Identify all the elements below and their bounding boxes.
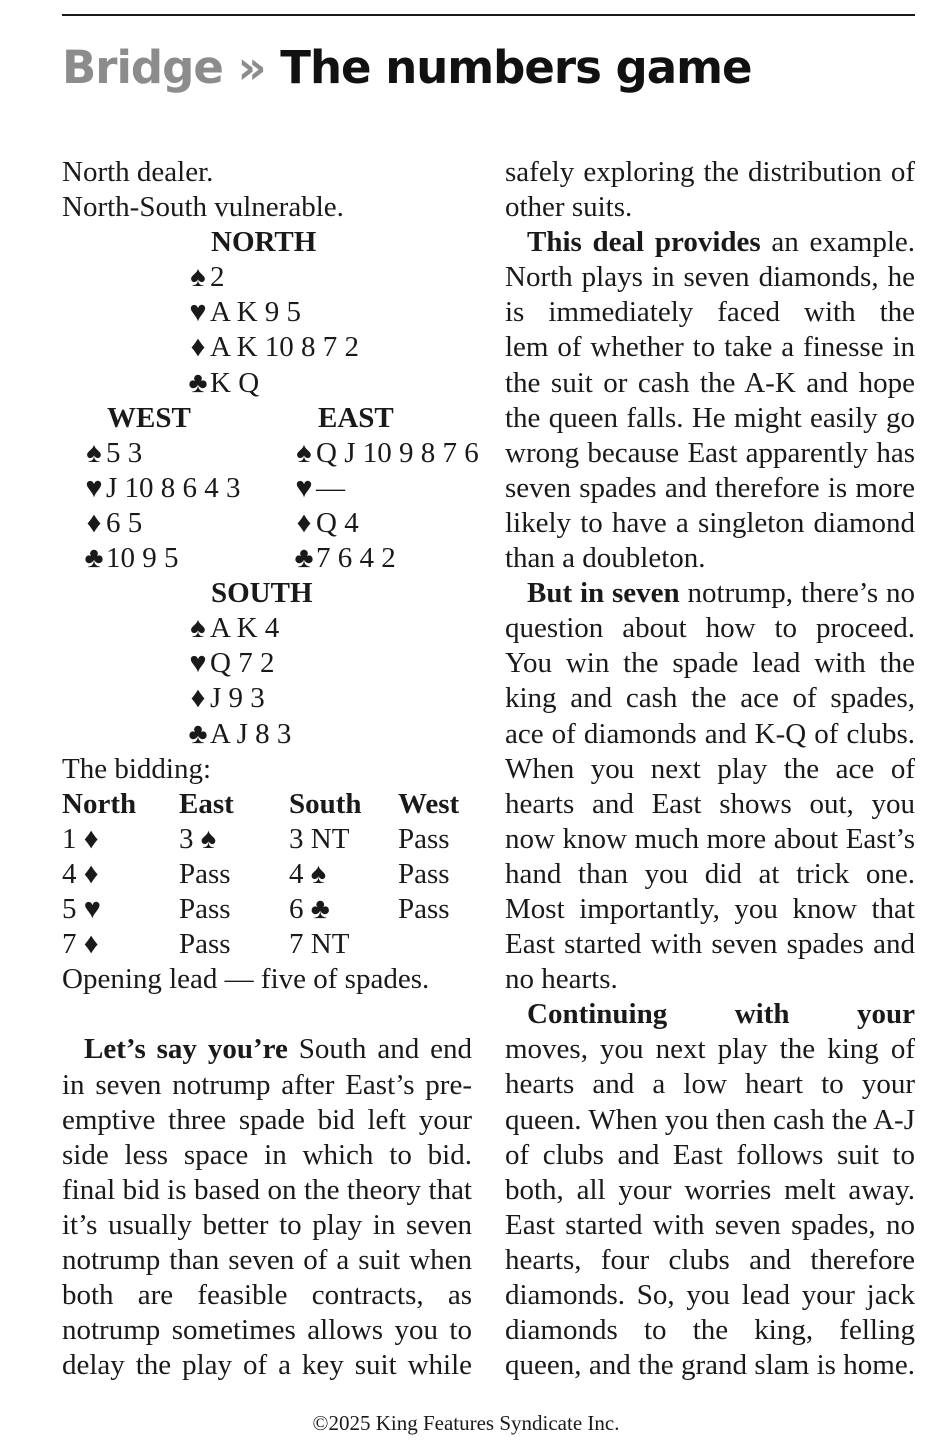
south-cards (186, 611, 291, 751)
bidding-row (62, 822, 472, 857)
bid-cell: Pass (179, 857, 231, 890)
article-line: emptive three spade bid left your (62, 1103, 472, 1136)
east-diamonds: Q 4 (316, 506, 359, 539)
article-line: in seven notrump after East’s pre- (62, 1068, 472, 1101)
top-rule (62, 14, 915, 16)
lead-in-bold: Let’s say you’re (84, 1033, 288, 1066)
east-cards (292, 436, 479, 576)
north-cards (186, 260, 359, 400)
article-line: ace of diamonds and K-Q of clubs. (505, 717, 915, 750)
opening-lead: Opening lead — five of spades. (62, 963, 430, 996)
page-title (62, 36, 752, 100)
article-line: East started with seven spades, no (505, 1208, 915, 1241)
bid-cell: 4 ♦ (62, 857, 99, 890)
west-clubs: 10 9 5 (106, 542, 179, 575)
south-spades: A K 4 (210, 612, 280, 645)
bid-cell: Pass (398, 893, 450, 926)
article-line: Most importantly, you know that (505, 892, 915, 925)
lead-in-rest: notrump, there’s no (679, 577, 915, 610)
article-line: lem of whether to take a finesse in (505, 331, 915, 364)
article-line: king and cash the ace of spades, (505, 682, 915, 715)
bid-cell (398, 927, 468, 962)
west-hearts: J 10 8 6 4 3 (106, 471, 241, 504)
north-hand (211, 225, 316, 260)
article-line: likely to have a singleton diamond (505, 506, 915, 539)
bid-cell: 3 ♠ (179, 822, 217, 855)
bid-cell: Pass (398, 822, 450, 855)
south-clubs: A J 8 3 (210, 717, 292, 750)
west-cards (82, 436, 241, 576)
article-line: delay the play of a key suit while (62, 1349, 472, 1382)
article-line: safely exploring the distribution of (505, 156, 915, 188)
article-line: seven spades and therefore is more (505, 471, 915, 504)
west-spades: 5 3 (106, 436, 143, 469)
article-line: of clubs and East follows suit to (505, 1138, 915, 1171)
article-line: hearts, four clubs and therefore (505, 1243, 915, 1276)
bidding-header: South (289, 787, 362, 820)
article-line (505, 576, 915, 611)
east-label: EAST (318, 401, 394, 434)
lead-in-bold: Continuing with your (527, 998, 915, 1031)
article-line: hearts and East shows out, you (505, 787, 915, 820)
lead-in-rest: an example. (771, 226, 915, 259)
article-line: East started with seven spades and (505, 928, 915, 961)
spade-icon: ♠ (86, 436, 102, 469)
club-icon: ♣ (294, 542, 314, 575)
article-line: You win the spade lead with the (505, 647, 915, 680)
lead-in-bold: But in seven (527, 577, 680, 610)
article-line: queen. When you then cash the A-J (505, 1103, 915, 1136)
south-diamonds: J 9 3 (210, 682, 265, 715)
right-column (505, 155, 915, 1383)
spade-icon: ♠ (190, 612, 206, 645)
north-diamonds: A K 10 8 7 2 (210, 331, 360, 364)
bid-cell: 4 ♠ (289, 857, 327, 890)
article-line: question about how to proceed. (505, 612, 915, 645)
lead-in-rest: South and end (298, 1033, 472, 1066)
bidding-header: West (398, 787, 460, 820)
north-label: NORTH (211, 226, 317, 259)
bidding-header: North (62, 787, 137, 820)
article-line: diamonds to the king, felling (505, 1314, 915, 1347)
article-line: hearts and a low heart to your (505, 1068, 915, 1101)
club-icon: ♣ (84, 542, 104, 575)
article-line: moves, you next play the king of (505, 1033, 915, 1066)
article-line: diamonds. So, you lead your jack (505, 1279, 915, 1311)
lead-in-bold: This deal provides (527, 226, 761, 259)
heart-icon: ♥ (85, 471, 103, 504)
copyright-notice: ©2025 King Features Syndicate Inc. (312, 1411, 620, 1435)
article-line (62, 1032, 472, 1067)
diamond-icon: ♦ (190, 331, 206, 364)
bidding-header: East (179, 787, 234, 820)
east-clubs: 7 6 4 2 (316, 542, 396, 575)
vulnerability-line: North-South vulnerable. (62, 191, 344, 224)
bid-cell: 5 ♥ (62, 893, 101, 926)
article-line: the suit or cash the A-K and hope (505, 366, 915, 399)
article-line: is immediately faced with the (505, 296, 915, 329)
article-line: than a doubleton. (505, 542, 706, 575)
east-hearts: — (316, 471, 345, 504)
spade-icon: ♠ (296, 436, 312, 469)
club-icon: ♣ (188, 717, 208, 750)
article-line: it’s usually better to play in seven (62, 1208, 472, 1241)
article-line: notrump than seven of a suit when (62, 1244, 472, 1276)
bid-cell: Pass (179, 928, 231, 961)
bidding-row (62, 857, 472, 892)
article-line: the queen falls. He might easily go (505, 401, 915, 434)
diamond-icon: ♦ (296, 506, 312, 539)
east-spades: Q J 10 9 8 7 6 (316, 436, 479, 469)
bid-cell: 7 NT (289, 928, 350, 961)
bid-cell: 1 ♦ (62, 822, 99, 855)
bidding-row (62, 892, 472, 927)
article-line: other suits. (505, 191, 633, 224)
north-clubs: K Q (210, 366, 260, 399)
article-line: queen, and the grand slam is home. (505, 1349, 915, 1382)
south-hearts: Q 7 2 (210, 647, 275, 680)
article-line: North plays in seven diamonds, he (505, 261, 915, 294)
article-line: wrong because East apparently has (505, 436, 915, 469)
article-line: both are feasible contracts, as (62, 1279, 472, 1312)
article-line: notrump sometimes allows you to (62, 1314, 472, 1347)
diamond-icon: ♦ (190, 682, 206, 715)
bidding-label: The bidding: (62, 752, 212, 785)
article-line (505, 225, 915, 260)
spade-icon: ♠ (190, 261, 206, 294)
article-line: When you next play the ace of (505, 752, 915, 785)
bid-cell: Pass (179, 893, 231, 926)
spacer (62, 997, 472, 1032)
heart-icon: ♥ (189, 647, 207, 680)
bid-cell: 7 ♦ (62, 928, 99, 961)
left-column (62, 155, 479, 1383)
article-line: no hearts. (505, 963, 618, 996)
title-kicker: Bridge » (62, 41, 266, 94)
bidding-header-row (62, 787, 472, 822)
article-line (505, 997, 915, 1032)
article-line: hand than you did at trick one. (505, 857, 915, 890)
article-line: final bid is based on the theory that (62, 1173, 472, 1206)
bid-cell: 3 NT (289, 822, 350, 855)
article-line: side less space in which to bid. (62, 1138, 472, 1171)
west-label: WEST (107, 401, 191, 434)
diamond-icon: ♦ (86, 506, 102, 539)
article-line: both, all your worries melt away. (505, 1173, 915, 1206)
bid-cell: 6 ♣ (289, 893, 330, 926)
dealer-line: North dealer. (62, 156, 214, 188)
club-icon: ♣ (188, 366, 208, 399)
heart-icon: ♥ (189, 296, 207, 329)
heart-icon: ♥ (295, 471, 313, 504)
deal-diagram (62, 225, 479, 752)
article-line: now know much more about East’s (505, 822, 915, 855)
bidding-row (62, 927, 472, 962)
west-diamonds: 6 5 (106, 506, 143, 539)
south-label: SOUTH (211, 577, 313, 610)
bid-cell: Pass (398, 857, 450, 890)
title-main: The numbers game (280, 41, 752, 94)
north-spades: 2 (210, 261, 225, 294)
north-hearts: A K 9 5 (210, 296, 302, 329)
